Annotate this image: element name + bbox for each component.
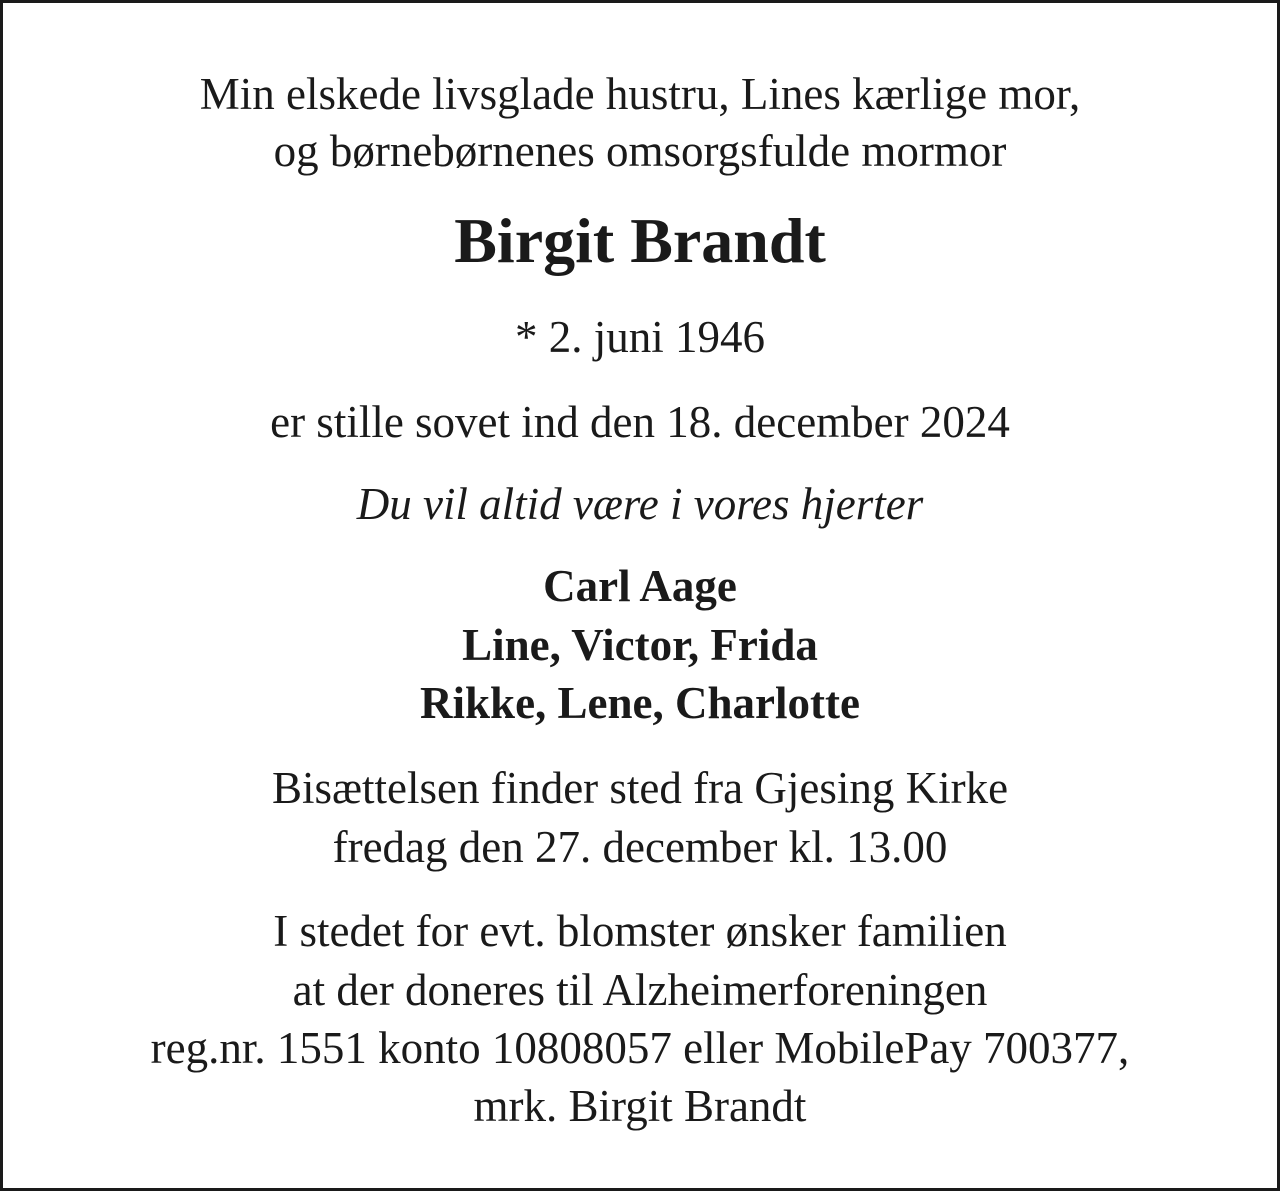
family-line-1: Carl Aage (543, 561, 737, 611)
donation-line-1: I stedet for evt. blomster ønsker familien (273, 906, 1007, 956)
deceased-name: Birgit Brandt (454, 205, 826, 276)
family-line-2: Line, Victor, Frida (462, 620, 818, 670)
funeral-line-2: fredag den 27. december kl. 13.00 (332, 822, 948, 872)
donation-line-4: mrk. Birgit Brandt (473, 1081, 807, 1131)
donation-line-2: at der doneres til Alzheimerforeningen (292, 965, 988, 1015)
death-date: er stille sovet ind den 18. december 2024 (270, 397, 1010, 447)
donation-line-3: reg.nr. 1551 konto 10808057 eller MobilePay 700377, (150, 1023, 1130, 1073)
intro-line-1: Min elskede livsglade hustru, Lines kærlige mor, (199, 69, 1081, 119)
birth-date: * 2. juni 1946 (514, 312, 765, 362)
intro-line-2: og børnebørnenes omsorgsfulde mormor (273, 126, 1007, 176)
memorial-motto: Du vil altid være i vores hjerter (356, 479, 924, 529)
funeral-line-1: Bisættelsen finder sted fra Gjesing Kirke (271, 763, 1009, 813)
family-line-3: Rikke, Lene, Charlotte (420, 678, 860, 728)
